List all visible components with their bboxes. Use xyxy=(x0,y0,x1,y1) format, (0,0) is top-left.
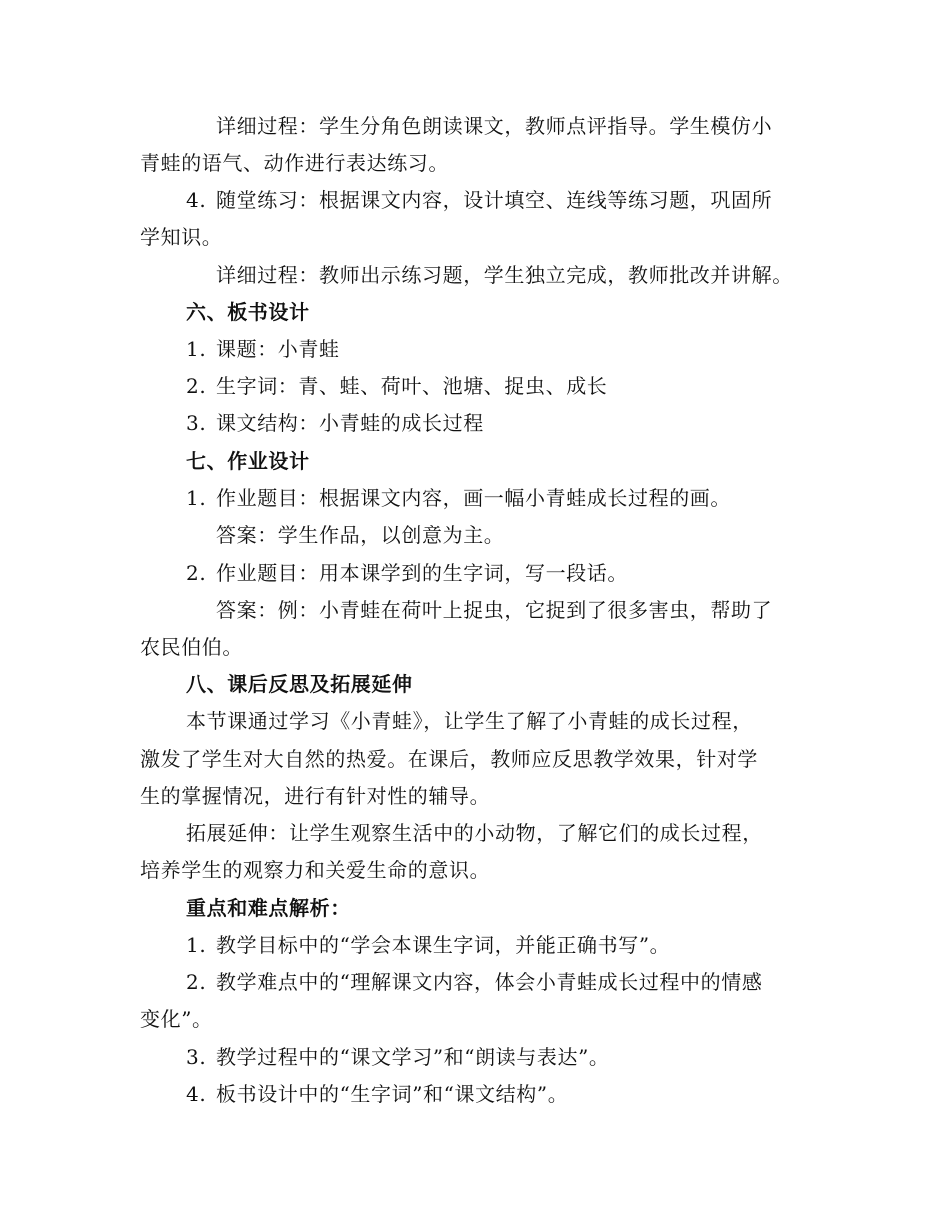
item-number: 1. xyxy=(186,486,207,510)
paragraph-line: 生的掌握情况，进行有针对性的辅导。 xyxy=(140,784,491,808)
item-text: 教学过程中的“课文学习”和“朗读与表达”。 xyxy=(216,1045,610,1069)
numbered-item xyxy=(186,373,607,399)
item-text: 作业题目：根据课文内容，画一幅小青蛙成长过程的画。 xyxy=(216,486,731,510)
paragraph-line: 农民伯伯。 xyxy=(140,635,243,659)
numbered-item xyxy=(186,932,670,958)
paragraph-line: 培养学生的观察力和关爱生命的意识。 xyxy=(140,858,491,882)
section-heading: 八、课后反思及拓展延伸 xyxy=(186,672,413,696)
numbered-item xyxy=(186,560,628,586)
answer-line: 答案：例：小青蛙在荷叶上捉虫，它捉到了很多害虫，帮助了 xyxy=(216,598,773,622)
item-text: 生字词：青、蛙、荷叶、池塘、捉虫、成长 xyxy=(216,374,608,398)
numbered-item xyxy=(186,485,731,511)
paragraph-line: 青蛙的语气、动作进行表达练习。 xyxy=(140,151,449,175)
numbered-item xyxy=(186,410,484,436)
item-text: 随堂练习：根据课文内容，设计填空、连线等练习题，巩固所 xyxy=(216,188,773,212)
item-number: 1. xyxy=(186,933,207,957)
paragraph-line: 学知识。 xyxy=(140,225,223,249)
item-text: 课文结构：小青蛙的成长过程 xyxy=(216,411,484,435)
numbered-item xyxy=(186,336,340,362)
item-text: 教学目标中的“学会本课生字词，并能正确书写”。 xyxy=(216,933,671,957)
section-heading: 重点和难点解析： xyxy=(186,896,351,920)
item-text: 课题：小青蛙 xyxy=(216,337,340,361)
paragraph-line: 变化”。 xyxy=(140,1007,213,1031)
item-number: 4. xyxy=(186,1082,207,1106)
item-text: 教学难点中的“理解课文内容，体会小青蛙成长过程中的情感 xyxy=(216,970,763,994)
paragraph-line: 详细过程：教师出示练习题，学生独立完成，教师批改并讲解。 xyxy=(216,263,793,287)
item-text: 板书设计中的“生字词”和“课文结构”。 xyxy=(216,1082,569,1106)
numbered-item xyxy=(186,187,772,213)
answer-line: 答案：学生作品，以创意为主。 xyxy=(216,523,505,547)
item-number: 3. xyxy=(186,1045,207,1069)
section-heading: 六、板书设计 xyxy=(186,300,310,324)
item-text: 作业题目：用本课学到的生字词，写一段话。 xyxy=(216,561,628,585)
numbered-item xyxy=(186,1044,610,1070)
item-number: 2. xyxy=(186,970,207,994)
item-number: 2. xyxy=(186,561,207,585)
paragraph-line: 拓展延伸：让学生观察生活中的小动物，了解它们的成长过程， xyxy=(186,821,763,845)
item-number: 4. xyxy=(186,188,207,212)
numbered-item xyxy=(186,969,762,995)
paragraph-line: 激发了学生对大自然的热爱。在课后，教师应反思教学效果，针对学 xyxy=(140,747,758,771)
section-heading: 七、作业设计 xyxy=(186,449,310,473)
item-number: 2. xyxy=(186,374,207,398)
numbered-item xyxy=(186,1081,568,1107)
paragraph-line: 详细过程：学生分角色朗读课文，教师点评指导。学生模仿小 xyxy=(216,114,773,138)
item-number: 3. xyxy=(186,411,207,435)
paragraph-line: 本节课通过学习《小青蛙》，让学生了解了小青蛙的成长过程， xyxy=(186,709,753,733)
item-number: 1. xyxy=(186,337,207,361)
